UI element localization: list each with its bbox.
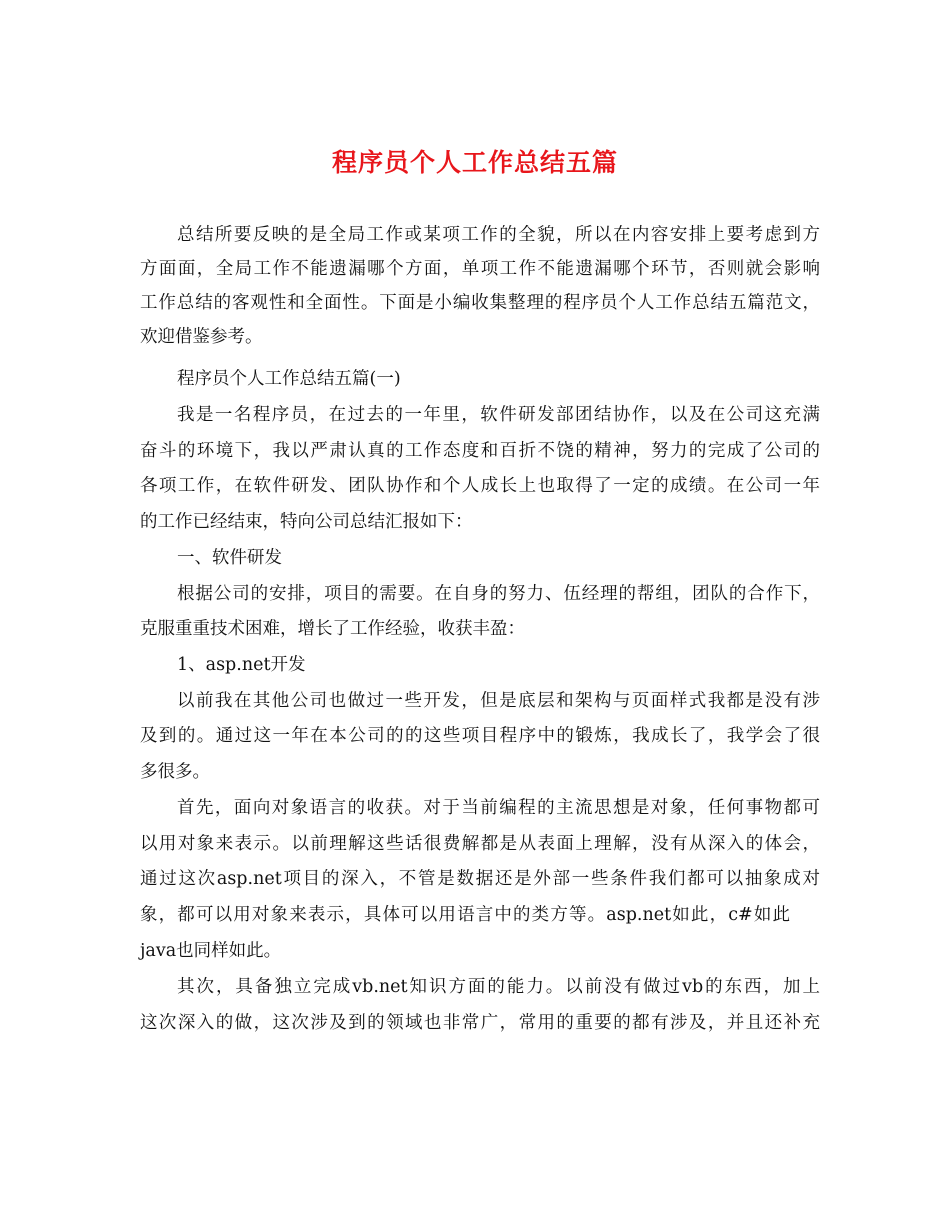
paragraph-line: 通过这次asp.net项目的深入，不管是数据还是外部一些条件我们都可以抽象成对	[140, 869, 820, 889]
section-heading: 一、软件研发	[177, 548, 282, 568]
subsection-heading: 1、asp.net开发	[177, 655, 306, 675]
paragraph-line: 方面面，全局工作不能遗漏哪个方面，单项工作不能遗漏哪个环节，否则就会影响	[140, 259, 820, 279]
document-title: 程序员个人工作总结五篇	[331, 148, 618, 177]
paragraph-line: 欢迎借鉴参考。	[140, 327, 263, 347]
paragraph-line: 首先，面向对象语言的收获。对于当前编程的主流思想是对象，任何事物都可	[177, 798, 820, 818]
paragraph-line: java也同样如此。	[140, 941, 282, 961]
paragraph-line: 奋斗的环境下，我以严肃认真的工作态度和百折不饶的精神，努力的完成了公司的	[140, 441, 820, 461]
paragraph-line: 其次，具备独立完成vb.net知识方面的能力。以前没有做过vb的东西，加上	[177, 977, 820, 997]
paragraph-line: 以前我在其他公司也做过一些开发，但是底层和架构与页面样式我都是没有涉	[177, 691, 820, 711]
paragraph-line: 克服重重技术困难，增长了工作经验，收获丰盈：	[140, 619, 525, 639]
paragraph-line: 的工作已经结束，特向公司总结汇报如下：	[140, 512, 473, 532]
paragraph-line: 各项工作，在软件研发、团队协作和个人成长上也取得了一定的成绩。在公司一年	[140, 476, 820, 496]
paragraph-line: 及到的。通过这一年在本公司的的这些项目程序中的锻炼，我成长了，我学会了很	[140, 726, 820, 746]
paragraph-line: 象，都可以用对象来表示，具体可以用语言中的类方等。asp.net如此，c#如此	[140, 905, 790, 925]
paragraph-line: 以用对象来表示。以前理解这些话很费解都是从表面上理解，没有从深入的体会，	[140, 834, 820, 854]
paragraph-line: 多很多。	[140, 762, 210, 782]
paragraph-line: 这次深入的做，这次涉及到的领域也非常广，常用的重要的都有涉及，并且还补充	[140, 1013, 820, 1033]
paragraph-line: 工作总结的客观性和全面性。下面是小编收集整理的程序员个人工作总结五篇范文，	[140, 293, 820, 313]
paragraph-line: 总结所要反映的是全局工作或某项工作的全貌，所以在内容安排上要考虑到方	[177, 225, 820, 245]
paragraph-line: 我是一名程序员，在过去的一年里，软件研发部团结协作，以及在公司这充满	[177, 405, 820, 425]
paragraph-line: 根据公司的安排，项目的需要。在自身的努力、伍经理的帮组，团队的合作下，	[177, 584, 820, 604]
section-heading: 程序员个人工作总结五篇(一)	[177, 369, 401, 389]
